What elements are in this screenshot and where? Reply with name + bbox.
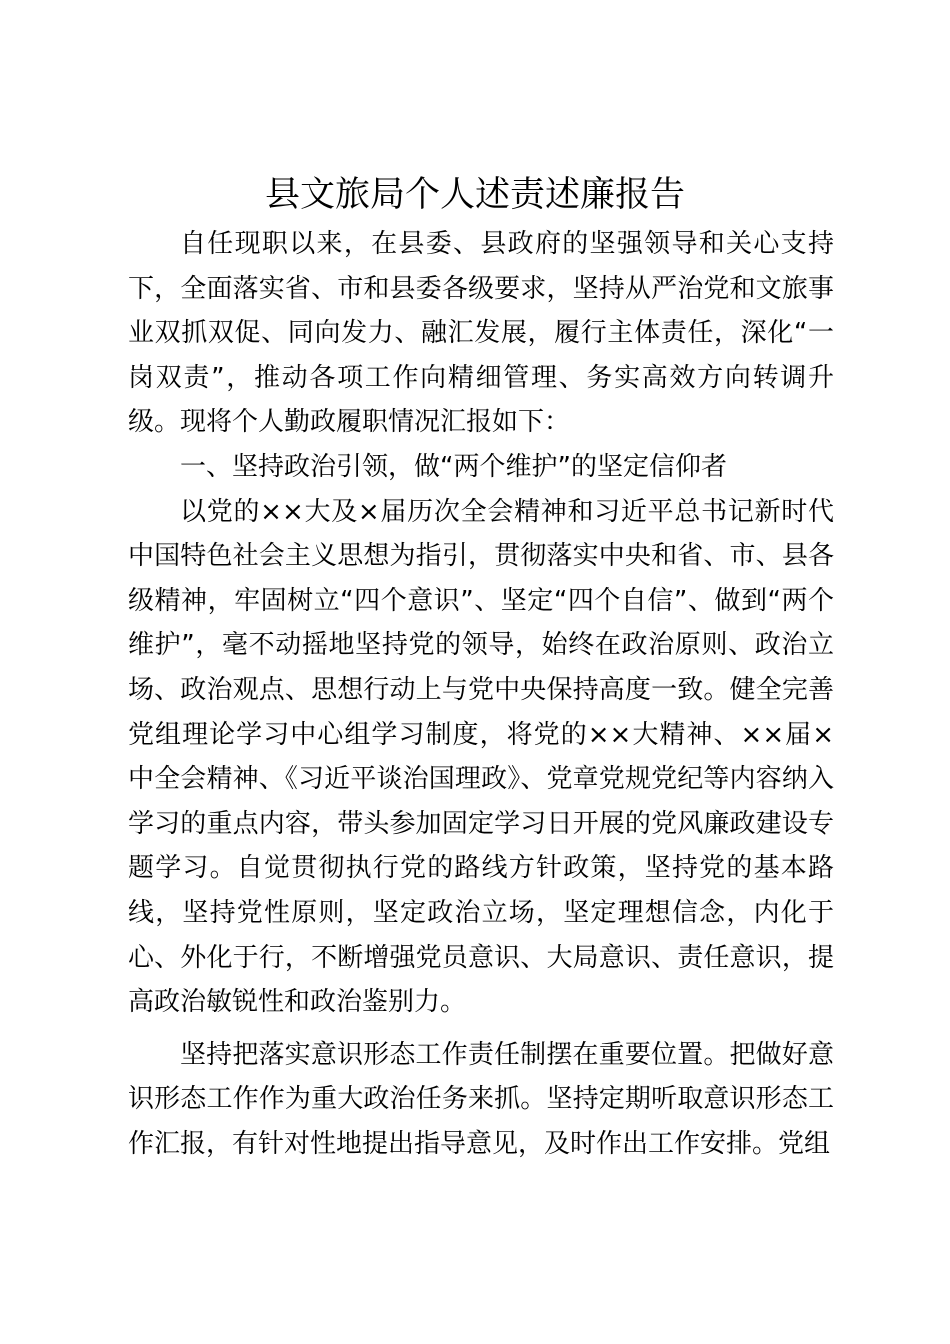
intro-paragraph: 自任现职以来，在县委、县政府的坚强领导和关心支持下，全面落实省、市和县委各级要求，坚持从严治党和文旅事业双抓双促、同向发力、融汇发展，履行主体责任，深化“一岗双责”，推动各项工作向精细管理、务实高效方向转调升级。现将个人勤政履职情况汇报如下： (128, 229, 834, 438)
document-body (128, 222, 834, 1166)
document-title: 县文旅局个人述责述廉报告 (264, 175, 685, 215)
body-paragraph-2: 坚持把落实意识形态工作责任制摆在重要位置。把做好意识形态工作作为重大政治任务来抓。坚持定期听取意识形态工作汇报，有针对性地提出指导意见，及时作出工作安排。党组 (128, 1039, 834, 1159)
body-paragraph-1: 以党的××大及×届历次全会精神和习近平总书记新时代中国特色社会主义思想为指引，贯彻落实中央和省、市、县各级精神，牢固树立“四个意识”、坚定“四个自信”、做到“两个维护”，毫不动摇地坚持党的领导，始终在政治原则、政治立场、政治观点、思想行动上与党中央保持高度一致。健全完善党组理论学习中心组学习制度，将党的××大精神、××届×中全会精神、《习近平谈治国理政》、党章党规党纪等内容纳入学习的重点内容，带头参加固定学习日开展的党风廉政建设专题学习。自觉贯彻执行党的路线方针政策，坚持党的基本路线，坚持党性原则，坚定政治立场，坚定理想信念，内化于心、外化于行，不断增强党员意识、大局意识、责任意识，提高政治敏锐性和政治鉴别力。 (128, 496, 834, 1018)
section-heading-1: 一、坚持政治引领，做“两个维护”的坚定信仰者 (180, 451, 727, 482)
